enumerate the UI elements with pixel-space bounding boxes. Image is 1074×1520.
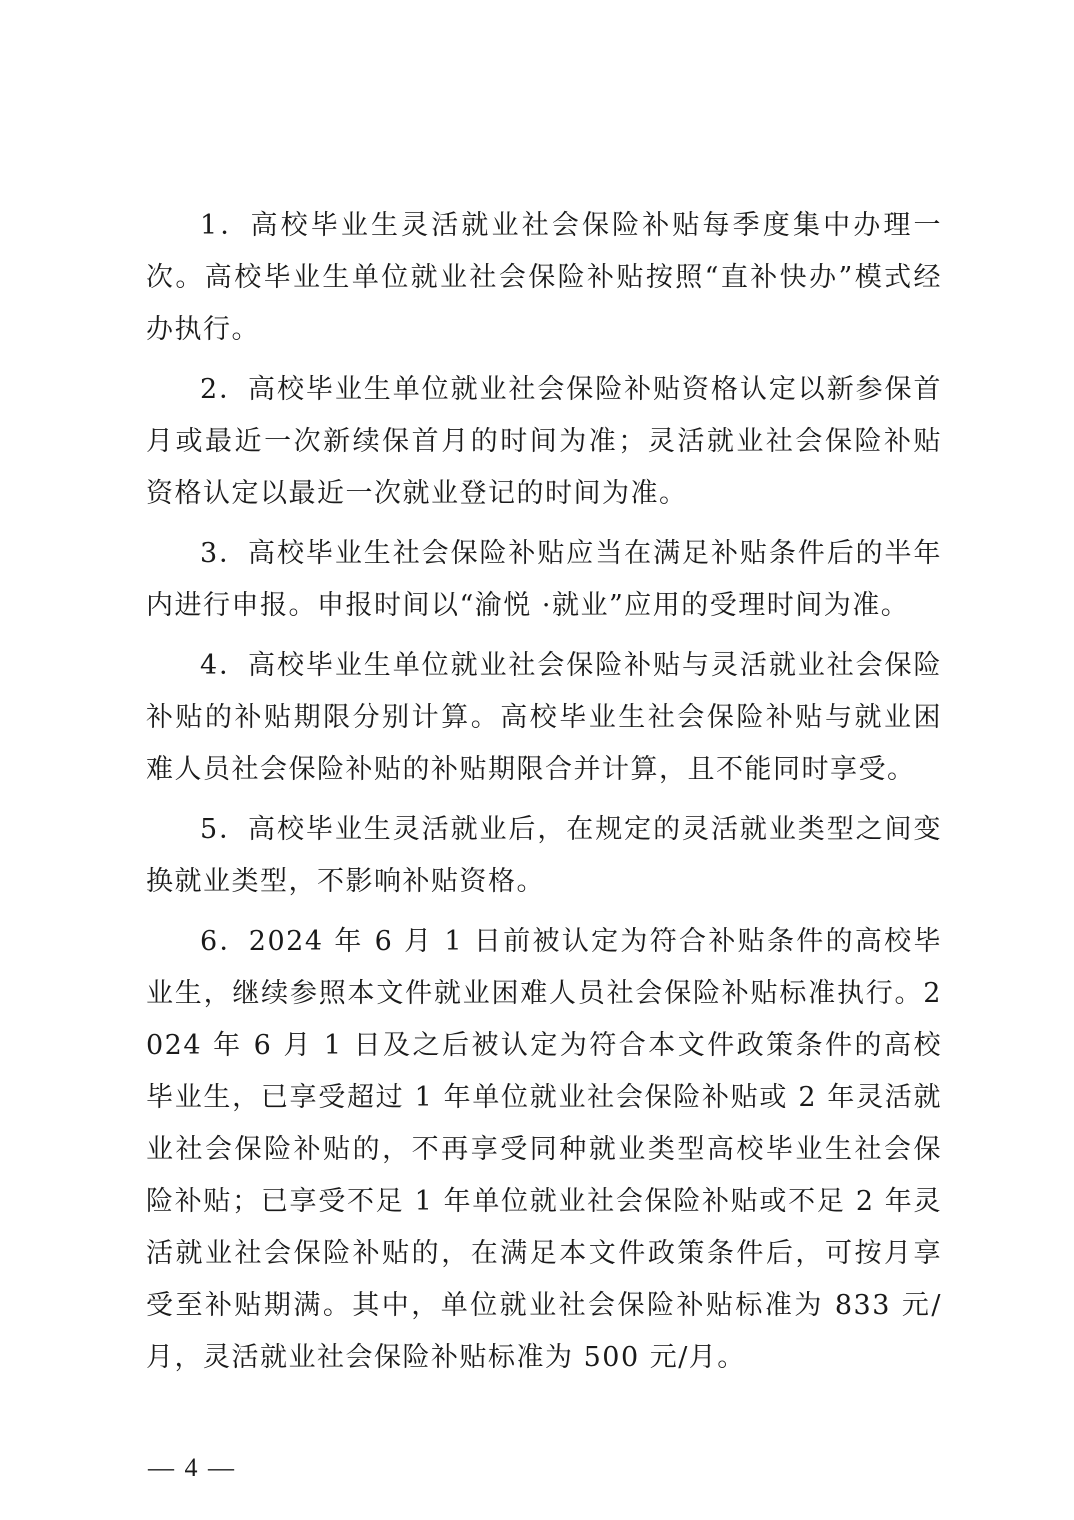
paragraph-item-3: 3．高校毕业生社会保险补贴应当在满足补贴条件后的半年内进行申报。申报时间以“渝悦 ·就业”应用的受理时间为准。	[146, 538, 942, 621]
paragraph-item-5: 5．高校毕业生灵活就业后，在规定的灵活就业类型之间变换就业类型，不影响补贴资格。	[146, 814, 942, 897]
paragraph-item-2: 2．高校毕业生单位就业社会保险补贴资格认定以新参保首月或最近一次新续保首月的时间为准；灵活就业社会保险补贴资格认定以最近一次就业登记的时间为准。	[146, 374, 942, 509]
paragraph-item-6: 6．2024 年 6 月 1 日前被认定为符合补贴条件的高校毕业生，继续参照本文件就业困难人员社会保险补贴标准执行。2024 年 6 月 1 日及之后被认定为符合本文件政策条件的高校毕业生，已享受超过 1 年单位就业社会保险补贴或 2 年灵活就业社会保险补贴的，不再享受同种就业类型高校毕业生社会保险补贴；已享受不足 1 年单位就业社会保险补贴或不足 2 年灵活就业社会保险补贴的，在满足本文件政策条件后，可按月享受至补贴期满。其中，单位就业社会保险补贴标准为 833 元/月，灵活就业社会保险补贴标准为 500 元/月。	[146, 926, 942, 1373]
paragraph-item-1: 1．高校毕业生灵活就业社会保险补贴每季度集中办理一次。高校毕业生单位就业社会保险补贴按照“直补快办”模式经办执行。	[146, 210, 942, 345]
page-number: — 4 —	[148, 1453, 236, 1482]
paragraph-item-4: 4．高校毕业生单位就业社会保险补贴与灵活就业社会保险补贴的补贴期限分别计算。高校毕业生社会保险补贴与就业困难人员社会保险补贴的补贴期限合并计算，且不能同时享受。	[146, 650, 942, 785]
document-body	[146, 200, 942, 1392]
